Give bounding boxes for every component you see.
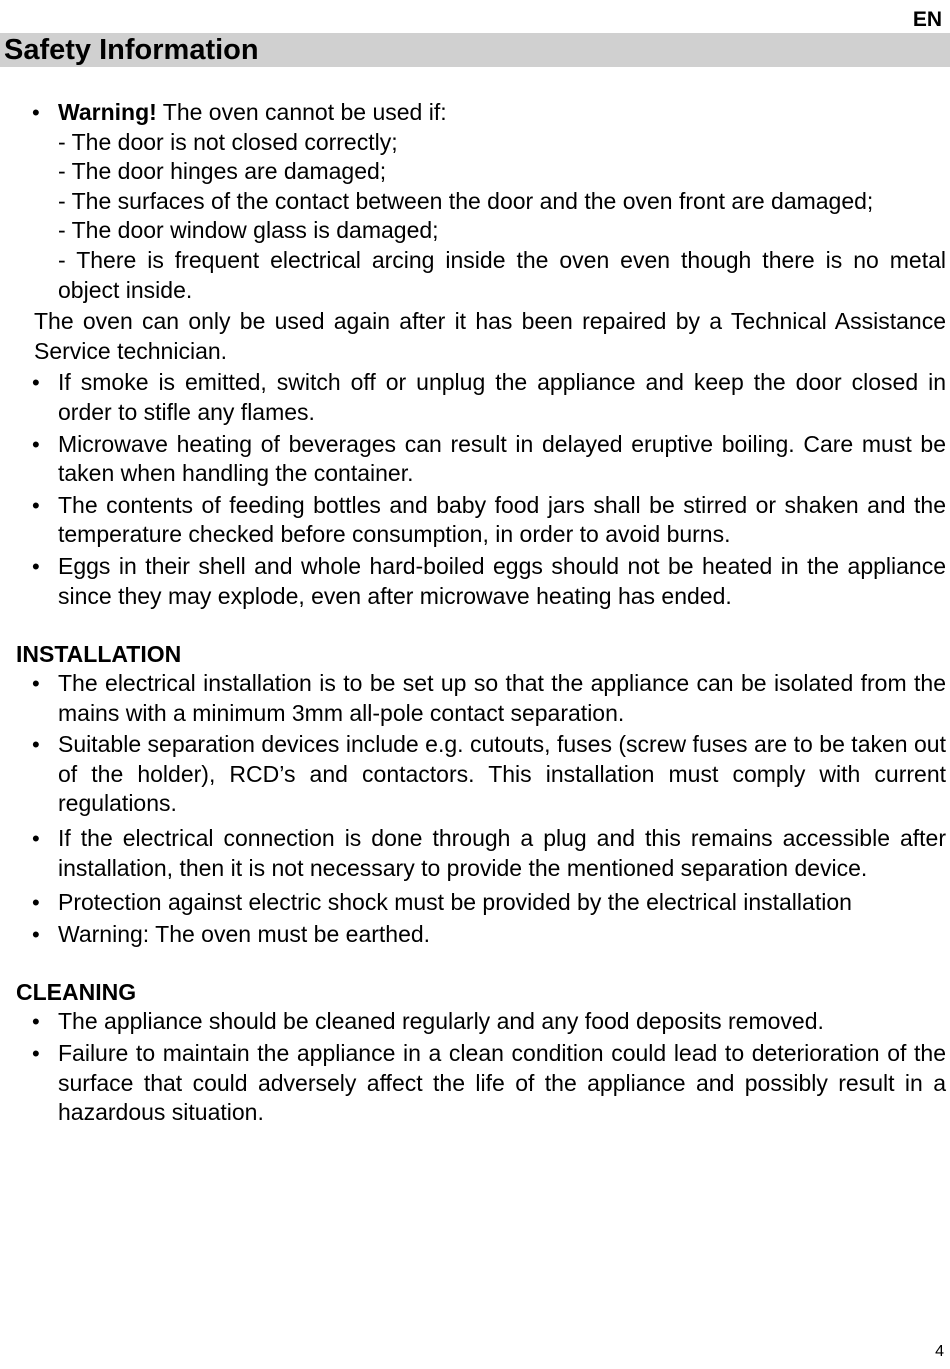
condition-item: - The door is not closed correctly; bbox=[58, 128, 398, 155]
list-item: • Warning: The oven must be earthed. bbox=[0, 920, 946, 950]
condition-item: - The door hinges are damaged; bbox=[58, 158, 387, 185]
document-body bbox=[0, 98, 946, 1130]
condition-item: - The door window glass is damaged; bbox=[58, 217, 439, 244]
installation-heading: INSTALLATION bbox=[16, 641, 182, 668]
list-item: • Failure to maintain the appliance in a clean condition could lead to deterioration of the surface that could adversely affect the life of the appliance and possibly result in a hazardous situation. bbox=[0, 1039, 946, 1128]
page-number: 4 bbox=[935, 1343, 944, 1360]
section-title-bar bbox=[0, 33, 950, 67]
safety-list bbox=[0, 98, 946, 305]
condition-item: - There is frequent electrical arcing inside the oven even though there is no metal object inside. bbox=[58, 246, 946, 303]
list-item: • Suitable separation devices include e.g. cutouts, fuses (screw fuses are to be taken out of the holder), RCD’s and contactors. This installation must comply with current regulations. bbox=[0, 730, 946, 819]
list-item-warning bbox=[0, 98, 946, 305]
language-code: EN bbox=[912, 8, 942, 31]
list-item: • The electrical installation is to be set up so that the appliance can be isolated from the mains with a minimum 3mm all-pole contact separation. bbox=[0, 669, 946, 728]
cleaning-list bbox=[0, 1007, 946, 1127]
list-item: • The contents of feeding bottles and baby food jars shall be stirred or shaken and the temperature checked before consumption, in order to avoid burns. bbox=[0, 491, 946, 550]
page-title: Safety Information bbox=[4, 34, 259, 66]
list-item: • Protection against electric shock must be provided by the electrical installation bbox=[0, 888, 946, 918]
list-item: • The appliance should be cleaned regularly and any food deposits removed. bbox=[0, 1007, 946, 1037]
list-item: • Microwave heating of beverages can result in delayed eruptive boiling. Care must be taken when handling the container. bbox=[0, 430, 946, 489]
condition-item: - The surfaces of the contact between the door and the oven front are damaged; bbox=[58, 187, 874, 214]
safety-list-continued bbox=[0, 368, 946, 611]
installation-list bbox=[0, 669, 946, 949]
warning-label: Warning! bbox=[58, 99, 157, 125]
repair-note: The oven can only be used again after it has been repaired by a Technical Assistance Service technician. bbox=[34, 308, 946, 364]
list-item: • If the electrical connection is done through a plug and this remains accessible after installation, then it is not necessary to provide the mentioned separation device. bbox=[0, 824, 946, 883]
warning-intro: The oven cannot be used if: bbox=[156, 99, 447, 125]
cleaning-heading: CLEANING bbox=[16, 979, 137, 1006]
list-item: • If smoke is emitted, switch off or unplug the appliance and keep the door closed in order to stifle any flames. bbox=[0, 368, 946, 427]
list-item: • Eggs in their shell and whole hard-boiled eggs should not be heated in the appliance since they may explode, even after microwave heating has ended. bbox=[0, 552, 946, 611]
